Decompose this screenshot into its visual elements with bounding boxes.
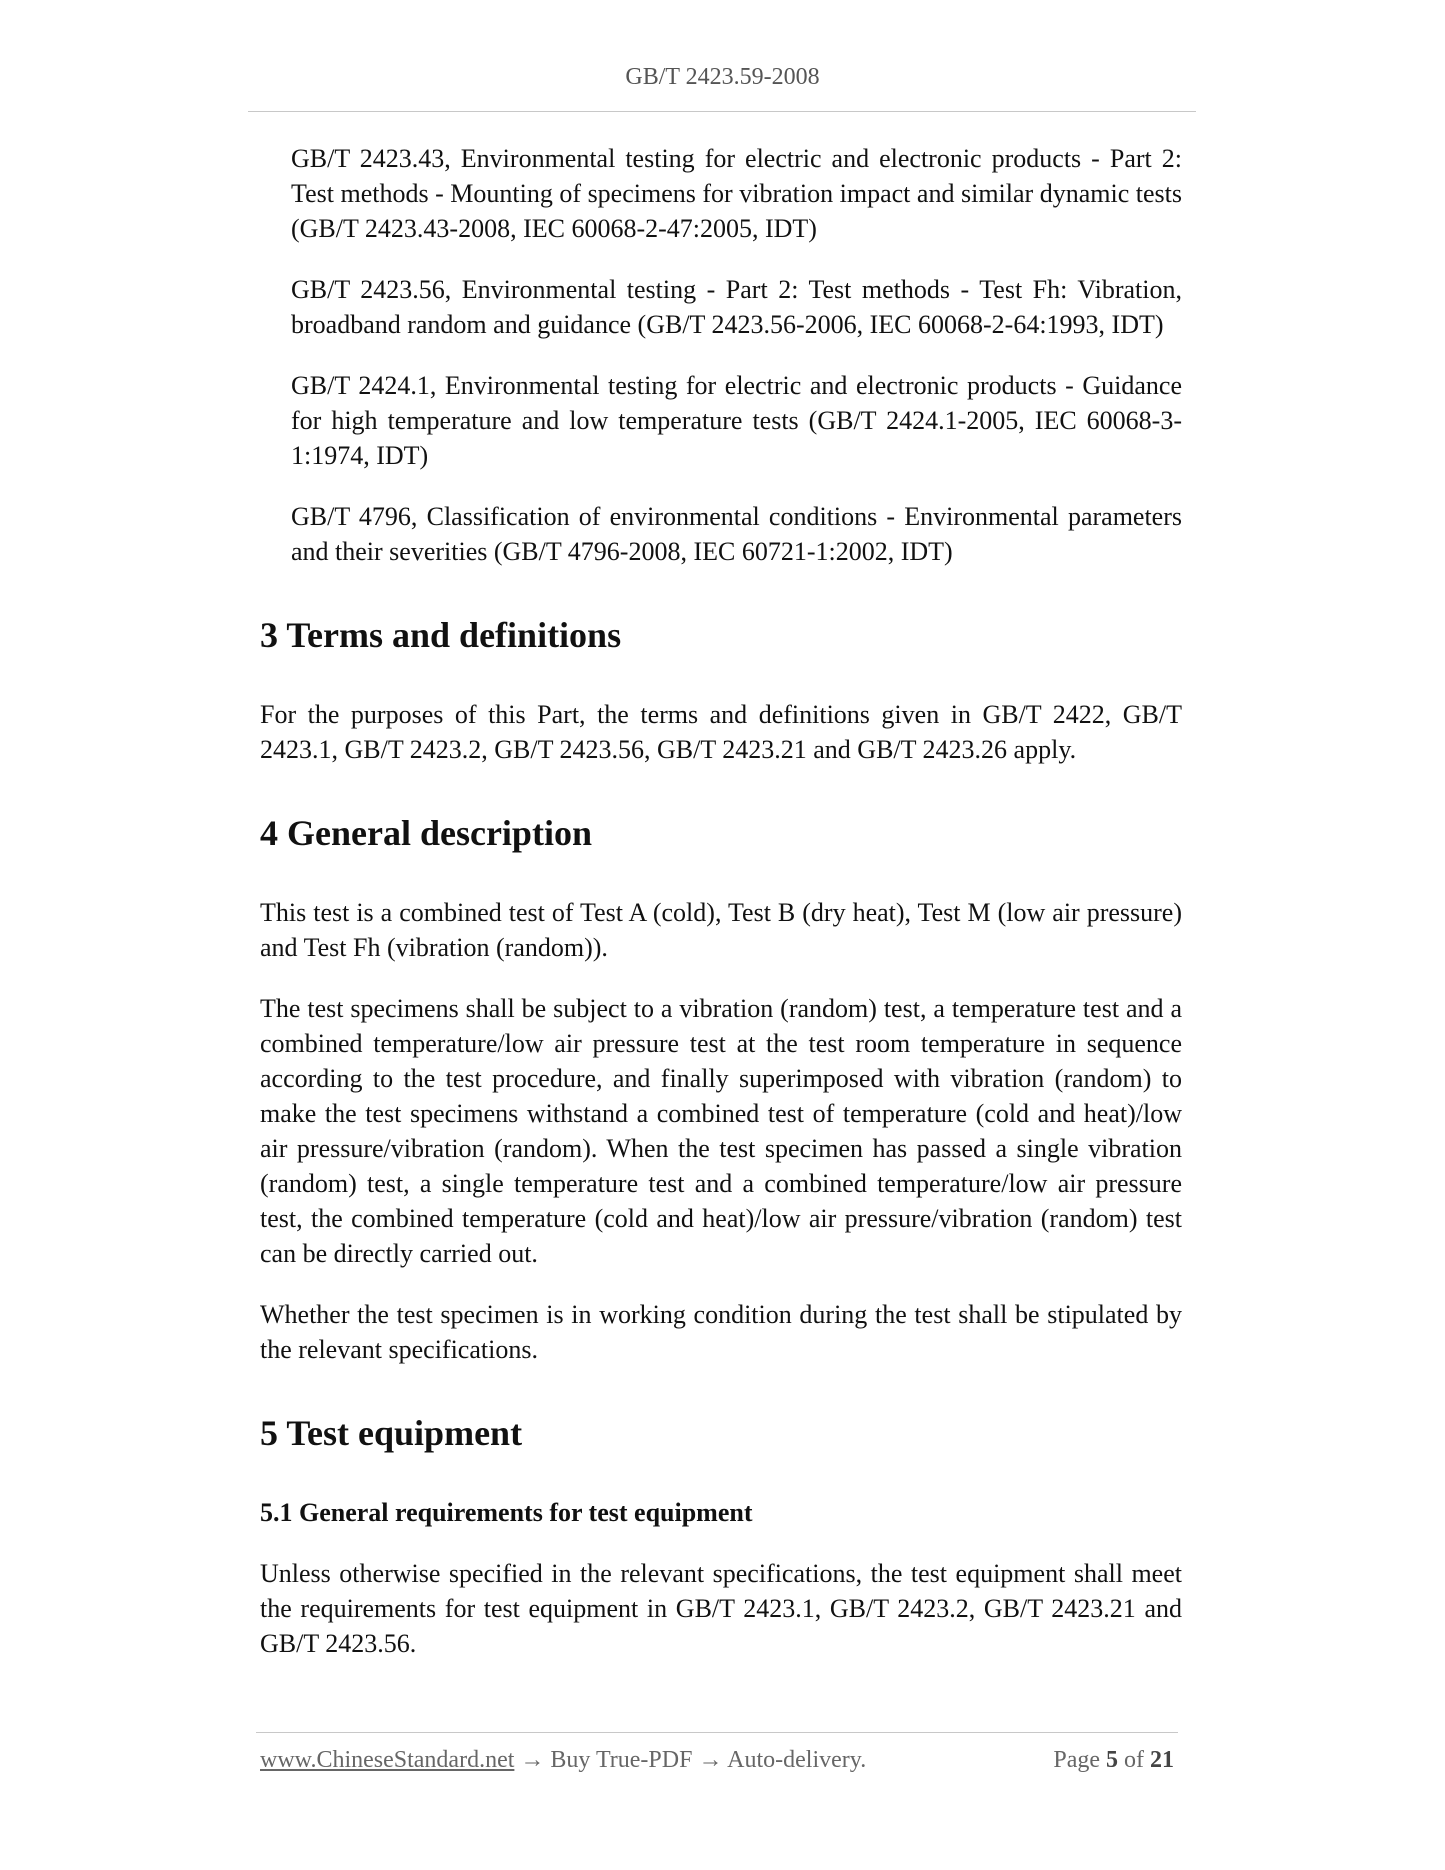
reference-entry: GB/T 2423.43, Environmental testing for electric and electronic products - Part 2: Test methods - Mounting of specimens for vibration impact and similar dynamic tests (GB/T 2423.43-2008, IEC 60068-2-47:2005, IDT) [291, 144, 1182, 243]
paragraph: Whether the test specimen is in working condition during the test shall be stipulated by the relevant specifications. [260, 1300, 1182, 1364]
reference-entry: GB/T 2423.56, Environmental testing - Part 2: Test methods - Test Fh: Vibration, broadband random and guidance (GB/T 2423.56-2006, IEC 60068-2-64:1993, IDT) [291, 275, 1182, 339]
section-heading-terms: 3 Terms and definitions [260, 615, 622, 655]
header-divider [248, 111, 1196, 112]
page-total: 21 [1150, 1747, 1174, 1773]
page-header: GB/T 2423.59-2008 [625, 64, 820, 90]
page-label: Page [1053, 1747, 1100, 1773]
arrow-icon: → [520, 1747, 545, 1773]
buy-text: Buy True-PDF [550, 1747, 693, 1773]
page-current: 5 [1106, 1747, 1118, 1773]
paragraph: The test specimens shall be subject to a vibration (random) test, a temperature test and a combined temperature/low air pressure test at the test room temperature in sequence according to the test procedure, and finally superimposed with vibration (random) to make the test specimens withstand a combined test of temperature (cold and heat)/low air pressure/vibration (random). When the test specimen has passed a single vibration (random) test, a single temperature test and a combined temperature/low air pressure test, the combined temperature (cold and heat)/low air pressure/vibration (random) test can be directly carried out. [260, 994, 1182, 1268]
paragraph: This test is a combined test of Test A (cold), Test B (dry heat), Test M (low air pressure) and Test Fh (vibration (random)). [260, 898, 1182, 962]
delivery-text: Auto-delivery. [727, 1747, 867, 1773]
section-heading-test-equipment: 5 Test equipment [260, 1413, 523, 1453]
section-heading-general-description: 4 General description [260, 813, 592, 853]
paragraph: Unless otherwise specified in the relevant specifications, the test equipment shall meet the requirements for test equipment in GB/T 2423.1, GB/T 2423.2, GB/T 2423.21 and GB/T 2423.56. [260, 1559, 1182, 1658]
reference-entry: GB/T 2424.1, Environmental testing for electric and electronic products - Guidance for high temperature and low temperature tests (GB/T 2424.1-2005, IEC 60068-3-1:1974, IDT) [291, 371, 1182, 470]
site-link[interactable]: www.ChineseStandard.net [260, 1747, 515, 1773]
arrow-icon: → [698, 1747, 723, 1773]
page-number [1053, 1747, 1174, 1774]
paragraph: For the purposes of this Part, the terms and definitions given in GB/T 2422, GB/T 2423.1, GB/T 2423.2, GB/T 2423.56, GB/T 2423.21 and GB/T 2423.26 apply. [260, 700, 1182, 764]
subsection-heading: 5.1 General requirements for test equipment [260, 1498, 753, 1527]
footer-promo [260, 1747, 866, 1774]
of-label: of [1124, 1747, 1144, 1773]
footer-divider [256, 1732, 1178, 1733]
reference-entry: GB/T 4796, Classification of environmental conditions - Environmental parameters and their severities (GB/T 4796-2008, IEC 60721-1:2002, IDT) [291, 502, 1182, 566]
document-body [260, 141, 1182, 1687]
